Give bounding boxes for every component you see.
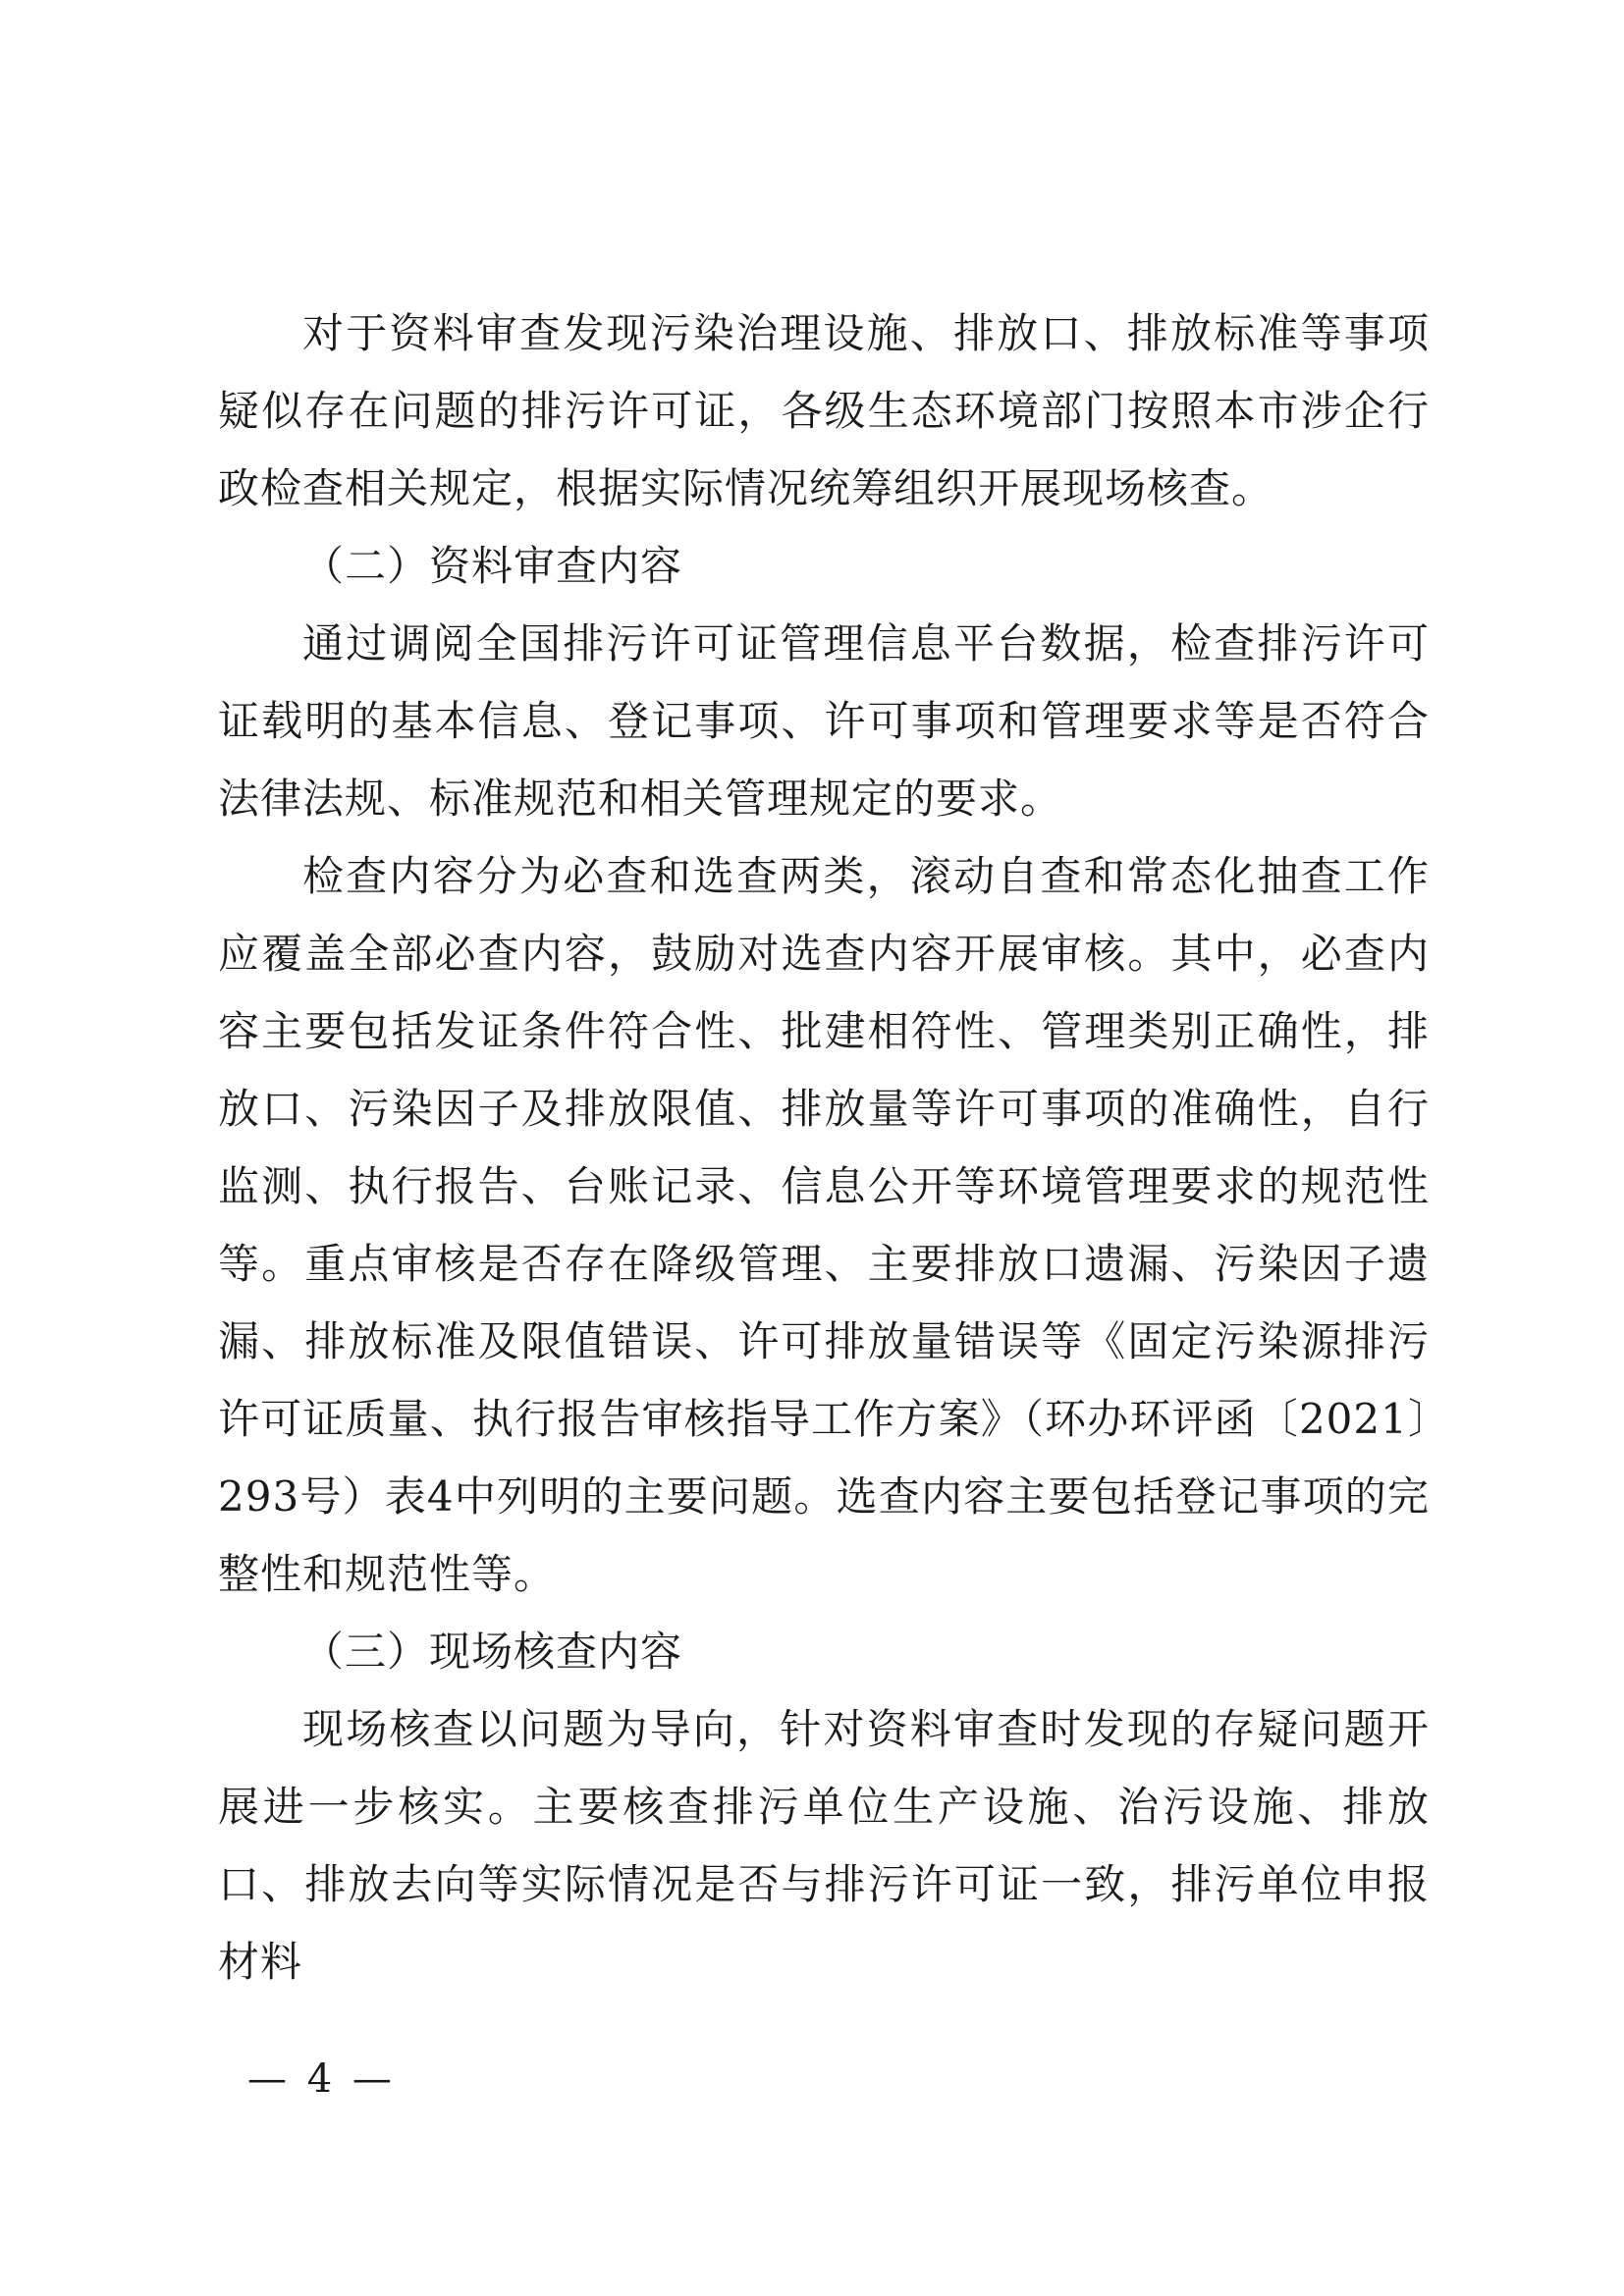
paragraph-platform-data-check: 通过调阅全国排污许可证管理信息平台数据，检查排污许可证载明的基本信息、登记事项、许可事项和管理要求等是否符合法律法规、标准规范和相关管理规定的要求。 [218,619,1430,823]
section-heading-document-review: （二）资料审查内容 [302,542,683,590]
paragraph-check-content-categories: 检查内容分为必查和选查两类，滚动自查和常态化抽查工作应覆盖全部必查内容，鼓励对选查内容开展审核。其中，必查内容主要包括发证条件符合性、批建相符性、管理类别正确性，排放口、污染因子及排放限值、排放量等许可事项的准确性，自行监测、执行报告、台账记录、信息公开等环境管理要求的规范性等。重点审核是否存在降级管理、主要排放口遗漏、污染因子遗漏、排放标准及限值错误、许可排放量错误等《固定污染源排污许可证质量、执行报告审核指导工作方案》（环办环评函〔2021〕293号）表4中列明的主要问题。选查内容主要包括登记事项的完整性和规范性等。 [218,852,1430,1598]
paragraph-site-inspection-intro: 对于资料审查发现污染治理设施、排放口、排放标准等事项疑似存在问题的排污许可证，各级生态环境部门按照本市涉企行政检查相关规定，根据实际情况统筹组织开展现场核查。 [218,309,1430,512]
paragraph-site-inspection-content: 现场核查以问题为导向，针对资料审查时发现的存疑问题开展进一步核实。主要核查排污单位生产设施、治污设施、排放口、排放去向等实际情况是否与排污许可证一致，排污单位申报材料 [218,1705,1430,1986]
section-heading-site-inspection: （三）现场核查内容 [302,1628,683,1676]
page-number: — 4 — [247,2056,396,2102]
document-body [218,294,1430,2001]
